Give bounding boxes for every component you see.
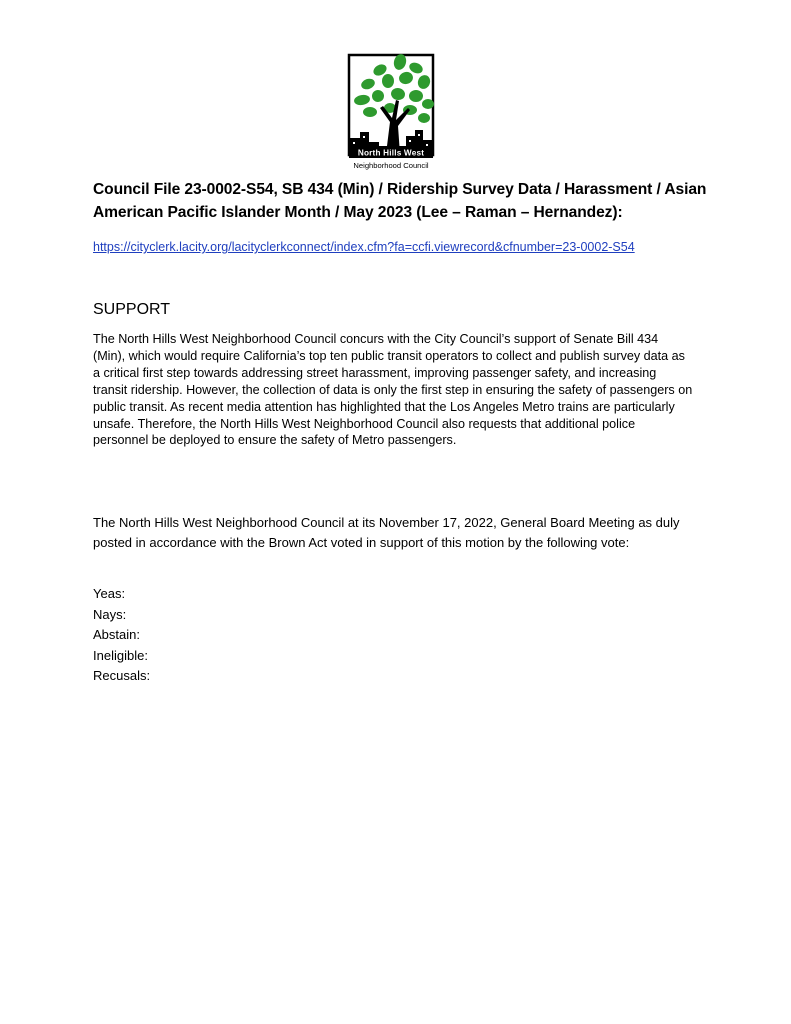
document-title: Council File 23-0002-S54, SB 434 (Min) / Ridership Survey Data / Harassment / Asian American Pacific Islander Month / May 2023 (Lee – Raman – Hernandez):	[93, 181, 707, 221]
position-heading: SUPPORT	[93, 301, 171, 318]
vote-ineligible: Ineligible:	[93, 647, 148, 663]
logo-line2: Neighborhood Council	[353, 161, 429, 170]
meeting-statement: The North Hills West Neighborhood Council at its November 17, 2022, General Board Meeting as duly posted in accordance with the Brown Act voted in support of this motion by the following vote:	[93, 515, 680, 550]
logo	[340, 48, 452, 172]
tree-logo-graphic	[340, 48, 452, 172]
logo-line1: North Hills West	[357, 148, 425, 158]
vote-abstain: Abstain:	[93, 627, 140, 642]
support-paragraph: The North Hills West Neighborhood Council concurs with the City Council’s support of Senate Bill 434 (Min), which would require California’s top ten public transit operators to collect and publish survey data as a critical first step towards addressing street harassment, improving passenger safety, and increasing transit ridership. However, the collection of data is only the first step in ensuring the safety of passengers on public transit. As recent media attention has highlighted that the Los Angeles Metro trains are particularly unsafe. Therefore, the North Hills West Neighborhood Council also requests that additional police personnel be deployed to ensure the safety of Metro passengers.	[93, 332, 693, 448]
vote-nays: Nays:	[93, 606, 127, 622]
vote-yeas: Yeas:	[93, 586, 126, 601]
vote-recusals: Recusals:	[93, 668, 151, 683]
council-file-link[interactable]: https://cityclerk.lacity.org/lacityclerkconnect/index.cfm?fa=ccfi.viewrecord&cfnumber=23-0002-S54	[93, 240, 635, 254]
vote-list	[93, 584, 393, 687]
